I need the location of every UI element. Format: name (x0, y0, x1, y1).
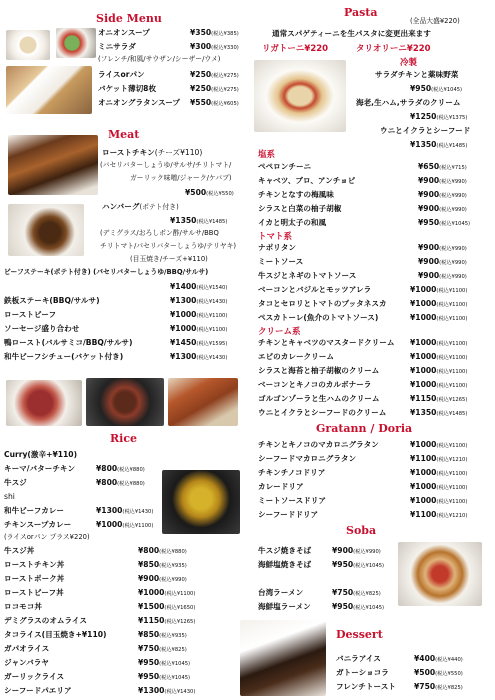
side-item-name: ミニサラダ (98, 42, 136, 51)
side-item-price: ¥300(税込¥330) (190, 42, 239, 51)
meat-item-name: 鴨ロースト(バルサミコ/BBQ/サルサ) (4, 338, 133, 347)
cold-item-price: ¥1350(税込¥1485) (410, 140, 468, 149)
soba-item-name: 台湾ラーメン (258, 588, 304, 597)
meat-item-name: ソーセージ盛り合わせ (4, 324, 80, 333)
bread-photo (6, 66, 92, 114)
side-item-price: ¥550(税込¥605) (190, 98, 239, 107)
pasta-item-name: エビのカレークリーム (258, 352, 334, 361)
meat-item-name: ローストビーフ (4, 310, 57, 319)
rice-item-name: ローストポーク丼 (4, 574, 65, 583)
pasta-item-name: キャベツ、ブロ、アンチョビ (258, 176, 356, 185)
meat-item-name: 和牛ビーフシチュー(バケット付き) (4, 352, 124, 361)
pasta-item-name: ペペロンチーニ (258, 162, 312, 171)
pasta-item-price: ¥1000(税込¥1100) (410, 380, 468, 389)
gratin-title: Gratann / Doria (316, 422, 413, 435)
gratin-item-price: ¥1000(税込¥1100) (410, 468, 468, 477)
cream-title: クリーム系 (258, 327, 301, 337)
rice-item-name: タコライス(目玉焼き+¥110) (4, 630, 107, 639)
pasta-note-2: 通常スパゲティーニを生パスタに変更出来ます (272, 29, 431, 38)
curry-photo (162, 470, 240, 534)
pasta-item-name: チキンとキャベツのマスタードクリーム (258, 338, 395, 347)
hamburg-sauces-2: チリトマト/パセリバターしょうゆ/テリヤキ) (100, 242, 237, 250)
rice-item-name: ロコモコ丼 (4, 602, 42, 611)
side-item-price: ¥250(税込¥275) (190, 84, 239, 93)
curry-item-name: shi (4, 492, 15, 501)
side-item-name: オニオングラタンスープ (98, 98, 181, 107)
soba-item-price: ¥950(税込¥1045) (332, 602, 385, 611)
soup-curry-note: (ライスorパン プラス¥220) (4, 533, 90, 541)
cold-item-price: ¥1250(税込¥1375) (410, 112, 468, 121)
rice-item-price: ¥850(税込¥935) (138, 630, 187, 639)
cold-item-name: サラダチキンと薬味野菜 (375, 70, 459, 79)
rice-item-price: ¥1000(税込¥1100) (138, 588, 196, 597)
ramen-photo (398, 542, 482, 606)
pasta-item-name: ゴルゴンゾーラと生ハムのクリーム (258, 394, 380, 403)
rice-item-price: ¥750(税込¥825) (138, 644, 187, 653)
pasta-item-price: ¥650(税込¥715) (418, 162, 467, 171)
meat-item-price: ¥1450(税込¥1595) (170, 338, 228, 347)
dessert-item-name: バニラアイス (336, 654, 381, 663)
pasta-item-name: シラスと海苔と柚子胡椒のクリーム (258, 366, 380, 375)
pasta-item-name: 牛スジとネギのトマトソース (258, 271, 357, 280)
curry-item-name: 牛スジ (4, 478, 27, 487)
pasta-item-price: ¥900(税込¥990) (418, 176, 467, 185)
side-item-price: ¥350(税込¥385) (190, 28, 239, 37)
meat-item-price: ¥1300(税込¥1430) (170, 296, 228, 305)
pasta-item-price: ¥1000(税込¥1100) (410, 313, 468, 322)
side-item-name: バケット薄切8枚 (98, 84, 157, 93)
rice-item-price: ¥1500(税込¥1650) (138, 602, 196, 611)
side-item-name: オニオンスープ (98, 28, 150, 37)
curry-item-price: ¥800(税込¥880) (96, 478, 145, 487)
soba-item-price: ¥950(税込¥1045) (332, 560, 385, 569)
pasta-photo (254, 60, 346, 132)
roast-chicken-sauces: (バセリバターしょうゆ/サルサ/チリトマト/ (100, 161, 232, 169)
gratin-item-price: ¥1100(税込¥1210) (410, 510, 468, 519)
roast-chicken-sauces-2: ガーリック味噌/ジャーク/ケバブ) (130, 174, 232, 182)
pasta-item-name: タコとセロリとトマトのプッタネスカ (258, 299, 387, 308)
soba-title: Soba (346, 524, 377, 537)
pasta-item-price: ¥900(税込¥990) (418, 204, 467, 213)
pasta-item-price: ¥1150(税込¥1265) (410, 394, 468, 403)
soba-item-name: 海鮮塩ラーメン (258, 602, 311, 611)
gratin-item-name: シーフードドリア (258, 510, 319, 519)
meat-title: Meat (108, 128, 140, 141)
pasta-title: Pasta (344, 6, 378, 19)
gratin-item-name: チキンチノコドリア (258, 468, 326, 477)
side-item-price: ¥250(税込¥275) (190, 70, 239, 79)
pasta-item-name: チキンとなすの梅風味 (258, 190, 334, 199)
soba-item-price: ¥750(税込¥825) (332, 588, 381, 597)
curry-head: Curry(激辛+¥110) (4, 450, 78, 459)
sausage-photo (168, 378, 238, 426)
gratin-item-name: カレードリア (258, 482, 304, 491)
dessert-photo (240, 620, 326, 696)
hamburg-price: ¥1350(税込¥1485) (170, 216, 228, 225)
side-item-name: ライスorパン (98, 70, 145, 79)
cold-item-price: ¥950(税込¥1045) (410, 84, 463, 93)
rigatoni-option: リガトーニ¥220 (262, 44, 329, 54)
gratin-item-price: ¥1000(税込¥1100) (410, 482, 468, 491)
curry-item-price: ¥800(税込¥880) (96, 464, 145, 473)
rice-item-name: 牛スジ丼 (4, 546, 35, 555)
pasta-item-price: ¥900(税込¥990) (418, 257, 467, 266)
rice-item-price: ¥800(税込¥880) (138, 546, 187, 555)
meat-item-price: ¥1000(税込¥1100) (170, 324, 228, 333)
rice-item-price: ¥1300(税込¥1430) (138, 686, 196, 695)
soba-item-name: 牛スジ焼きそば (258, 546, 312, 555)
curry-item-price: ¥1000(税込¥1100) (96, 520, 154, 529)
rice-item-price: ¥1150(税込¥1265) (138, 616, 196, 625)
beef-steak-price: ¥1400(税込¥1540) (170, 282, 228, 291)
meat-item-price: ¥1300(税込¥1430) (170, 352, 228, 361)
rice-item-price: ¥950(税込¥1045) (138, 658, 191, 667)
tomato-title: トマト系 (258, 232, 293, 242)
rice-item-name: ガパオライス (4, 644, 50, 653)
soba-item-name: 海鮮塩焼きそば (258, 560, 312, 569)
roast-chicken-price: ¥500(税込¥550) (185, 188, 234, 197)
pasta-item-price: ¥1000(税込¥1100) (410, 352, 468, 361)
pasta-item-name: ウニとイクラとシーフードのクリーム (258, 408, 387, 417)
pasta-item-name: ナポリタン (258, 243, 296, 252)
pasta-item-price: ¥1000(税込¥1100) (410, 285, 468, 294)
hamburg-options: (目玉焼き/チーズ+¥110) (130, 255, 208, 263)
rice-title: Rice (110, 432, 138, 445)
pasta-item-price: ¥1000(税込¥1100) (410, 338, 468, 347)
pasta-item-name: ペスカトーレ(魚介のトマトソース) (258, 313, 379, 322)
rice-item-name: ローストビーフ丼 (4, 588, 64, 597)
curry-item-price: ¥1300(税込¥1430) (96, 506, 154, 515)
pasta-item-name: シラスと白菜の柚子胡椒 (258, 204, 342, 213)
rice-item-name: ガーリックライス (4, 672, 65, 681)
salad-note: (フレンチ/和風/サウザン/シーザー/ウメ) (98, 55, 221, 63)
side-menu-title: Side Menu (96, 12, 162, 25)
roast-chicken-line: ローストチキン(チーズ¥110) (102, 148, 203, 157)
gratin-item-price: ¥1000(税込¥1100) (410, 496, 468, 505)
pasta-item-price: ¥1000(税込¥1100) (410, 299, 468, 308)
dessert-item-name: フレンチトースト (336, 682, 396, 691)
soba-item-price: ¥900(税込¥990) (332, 546, 381, 555)
pasta-item-name: ベーコンとキノコのカルボナーラ (258, 380, 372, 389)
chicken-photo (8, 135, 98, 195)
salad-photo (56, 28, 96, 58)
curry-item-name: キーマ/バターチキン (4, 464, 76, 473)
beef-photo (6, 380, 82, 426)
dessert-item-price: ¥500(税込¥550) (414, 668, 463, 677)
cold-pasta-title: 冷製 (400, 58, 418, 68)
rice-item-price: ¥950(税込¥1045) (138, 672, 191, 681)
tagliolini-option: タリオリーニ¥220 (356, 44, 431, 54)
meat-item-name: 鉄板ステーキ(BBQ/サルサ) (4, 296, 100, 305)
hamburg-photo (8, 204, 84, 256)
curry-item-name: チキンスープカレー (4, 520, 72, 529)
dessert-item-name: ガトーショコラ (336, 668, 389, 677)
dessert-item-price: ¥400(税込¥440) (414, 654, 463, 663)
pasta-item-name: ミートソース (258, 257, 304, 266)
pasta-item-price: ¥1350(税込¥1485) (410, 408, 468, 417)
pasta-item-name: ベーコンとバジルとモッツアレラ (258, 285, 372, 294)
pasta-item-price: ¥900(税込¥990) (418, 190, 467, 199)
hamburg-sauces: (デミグラス/おろしポン酢/サルサ/BBQ (100, 229, 219, 237)
gratin-item-name: シーフードマカロニグラタン (258, 454, 357, 463)
pasta-item-name: イカと明太子の和風 (258, 218, 327, 227)
pasta-item-price: ¥1000(税込¥1100) (410, 366, 468, 375)
cold-item-name: 海老,生ハム,サラダのクリーム (356, 98, 461, 107)
gratin-item-name: ミートソースドリア (258, 496, 326, 505)
rice-item-name: シーフードパエリア (4, 686, 72, 695)
rice-item-price: ¥850(税込¥935) (138, 560, 187, 569)
cold-item-name: ウニとイクラとシーフード (380, 126, 471, 135)
pasta-item-price: ¥900(税込¥990) (418, 271, 467, 280)
meat-item-price: ¥1000(税込¥1100) (170, 310, 228, 319)
shio-title: 塩系 (258, 150, 276, 160)
gratin-item-price: ¥1100(税込¥1210) (410, 454, 468, 463)
pasta-item-price: ¥950(税込¥1045) (418, 218, 471, 227)
beef-steak-line: ビーフステーキ(ポテト付き) (パセリバターしょうゆ/BBQ/サルサ) (4, 268, 209, 276)
gratin-item-name: チキンとキノコのマカロニグラタン (258, 440, 379, 449)
dessert-item-price: ¥750(税込¥825) (414, 682, 463, 691)
rice-item-name: デミグラスのオムライス (4, 616, 87, 625)
rice-item-price: ¥900(税込¥990) (138, 574, 187, 583)
pasta-item-price: ¥900(税込¥990) (418, 243, 467, 252)
curry-item-name: 和牛ビーフカレー (4, 506, 64, 515)
rice-item-name: ローストチキン丼 (4, 560, 65, 569)
soup-photo (6, 30, 50, 60)
gratin-item-price: ¥1000(税込¥1100) (410, 440, 468, 449)
dessert-title: Dessert (336, 628, 383, 641)
pasta-note: (全品大盛¥220) (410, 17, 460, 25)
steak-photo (86, 378, 164, 426)
hamburg-line: ハンバーグ(ポテト付き) (102, 202, 179, 211)
rice-item-name: ジャンバラヤ (4, 658, 49, 667)
